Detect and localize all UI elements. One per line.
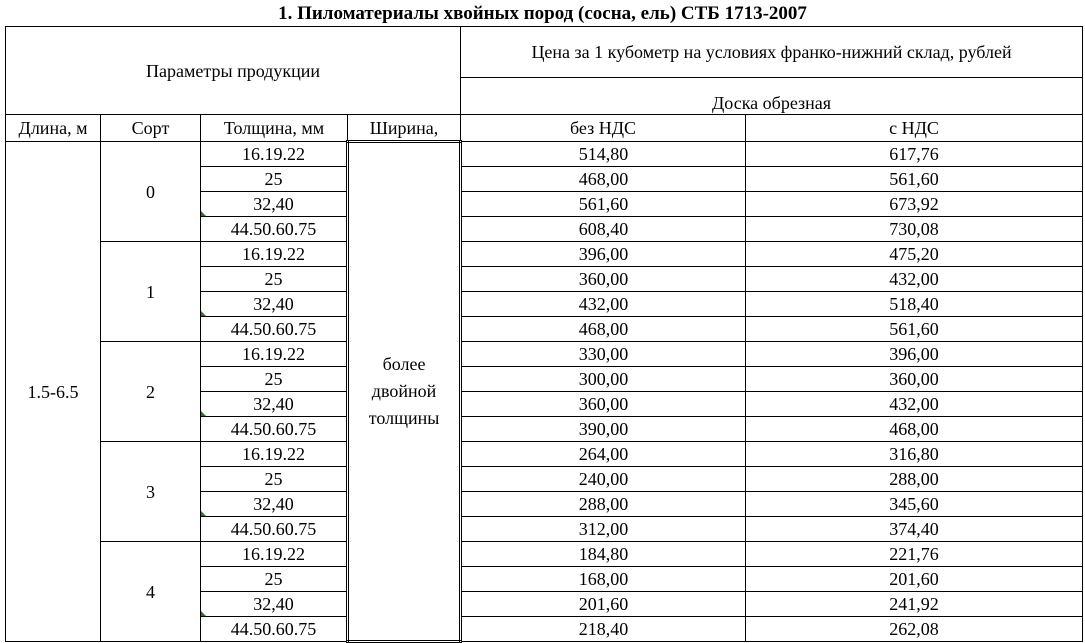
header-col-vat: с НДС	[746, 115, 1083, 142]
table-row	[6, 242, 1083, 267]
header-col-no-vat: без НДС	[461, 115, 746, 142]
price-no-vat: 184,80	[461, 542, 746, 567]
cell-error-marker	[201, 211, 206, 216]
price-no-vat: 468,00	[461, 167, 746, 192]
price-no-vat: 168,00	[461, 567, 746, 592]
width-cell: более двойной толщины	[348, 142, 461, 642]
thickness-cell	[201, 617, 348, 642]
thickness-value: 16.19.22	[242, 344, 305, 364]
thickness-value: 25	[264, 469, 283, 489]
thickness-cell	[201, 367, 348, 392]
price-vat: 360,00	[746, 367, 1083, 392]
thickness-value: 32,40	[253, 394, 294, 414]
price-vat: 262,08	[746, 617, 1083, 642]
price-vat: 288,00	[746, 467, 1083, 492]
document-title: 1. Пиломатериалы хвойных пород (сосна, ель) СТБ 1713-2007	[278, 3, 807, 24]
price-no-vat: 360,00	[461, 267, 746, 292]
grade-cell: 4	[101, 542, 201, 642]
header-row-columns	[6, 115, 1083, 142]
price-vat: 730,08	[746, 217, 1083, 242]
price-vat: 475,20	[746, 242, 1083, 267]
thickness-value: 44.50.60.75	[230, 519, 317, 539]
table-row	[6, 542, 1083, 567]
price-vat: 201,60	[746, 567, 1083, 592]
price-no-vat: 390,00	[461, 417, 746, 442]
price-no-vat: 330,00	[461, 342, 746, 367]
price-no-vat: 312,00	[461, 517, 746, 542]
thickness-cell	[201, 317, 348, 342]
thickness-cell	[201, 542, 348, 567]
price-no-vat: 300,00	[461, 367, 746, 392]
thickness-value: 32,40	[253, 594, 294, 614]
price-vat: 432,00	[746, 392, 1083, 417]
thickness-value: 32,40	[253, 294, 294, 314]
price-no-vat: 468,00	[461, 317, 746, 342]
table-row	[6, 142, 1083, 167]
price-vat: 345,60	[746, 492, 1083, 517]
thickness-cell	[201, 267, 348, 292]
cell-error-marker	[201, 611, 206, 616]
table-row	[6, 442, 1083, 467]
price-no-vat: 240,00	[461, 467, 746, 492]
cell-error-marker	[201, 411, 206, 416]
thickness-value: 44.50.60.75	[230, 419, 317, 439]
thickness-cell	[201, 442, 348, 467]
price-no-vat: 288,00	[461, 492, 746, 517]
price-vat: 396,00	[746, 342, 1083, 367]
price-vat: 561,60	[746, 317, 1083, 342]
price-vat: 673,92	[746, 192, 1083, 217]
price-vat: 617,76	[746, 142, 1083, 167]
thickness-cell	[201, 392, 348, 417]
cell-error-marker	[201, 311, 206, 316]
price-vat: 432,00	[746, 267, 1083, 292]
thickness-cell	[201, 142, 348, 167]
price-vat: 374,40	[746, 517, 1083, 542]
thickness-cell	[201, 417, 348, 442]
thickness-cell	[201, 167, 348, 192]
grade-cell: 1	[101, 242, 201, 342]
thickness-value: 16.19.22	[242, 144, 305, 164]
thickness-cell	[201, 467, 348, 492]
thickness-value: 16.19.22	[242, 444, 305, 464]
thickness-value: 25	[264, 569, 283, 589]
thickness-value: 25	[264, 369, 283, 389]
price-table-body	[6, 27, 1083, 642]
header-product: Доска обрезная	[461, 78, 1083, 115]
price-no-vat: 432,00	[461, 292, 746, 317]
grade-cell: 3	[101, 442, 201, 542]
header-col-grade: Сорт	[101, 115, 201, 142]
price-vat: 561,60	[746, 167, 1083, 192]
thickness-cell	[201, 517, 348, 542]
grade-cell: 0	[101, 142, 201, 242]
price-no-vat: 396,00	[461, 242, 746, 267]
thickness-cell	[201, 242, 348, 267]
price-vat: 316,80	[746, 442, 1083, 467]
thickness-value: 44.50.60.75	[230, 619, 317, 639]
thickness-cell	[201, 567, 348, 592]
thickness-value: 16.19.22	[242, 544, 305, 564]
header-row-top	[6, 27, 1083, 78]
header-col-width: Ширина,	[348, 115, 461, 142]
price-no-vat: 201,60	[461, 592, 746, 617]
price-vat: 221,76	[746, 542, 1083, 567]
thickness-cell	[201, 342, 348, 367]
thickness-cell	[201, 192, 348, 217]
price-no-vat: 218,40	[461, 617, 746, 642]
price-vat: 518,40	[746, 292, 1083, 317]
cell-error-marker	[201, 511, 206, 516]
header-price: Цена за 1 кубометр на условиях франко-нижний склад, рублей	[461, 27, 1083, 78]
thickness-value: 44.50.60.75	[230, 319, 317, 339]
header-params: Параметры продукции	[6, 27, 461, 115]
price-no-vat: 514,80	[461, 142, 746, 167]
header-col-thickness: Толщина, мм	[201, 115, 348, 142]
price-vat: 468,00	[746, 417, 1083, 442]
thickness-value: 44.50.60.75	[230, 219, 317, 239]
price-no-vat: 561,60	[461, 192, 746, 217]
thickness-value: 16.19.22	[242, 244, 305, 264]
price-no-vat: 608,40	[461, 217, 746, 242]
price-table	[5, 26, 1083, 643]
thickness-cell	[201, 492, 348, 517]
price-no-vat: 264,00	[461, 442, 746, 467]
thickness-value: 25	[264, 269, 283, 289]
table-row	[6, 342, 1083, 367]
thickness-cell	[201, 292, 348, 317]
thickness-value: 25	[264, 169, 283, 189]
length-cell: 1.5-6.5	[6, 142, 101, 642]
header-col-length: Длина, м	[6, 115, 101, 142]
grade-cell: 2	[101, 342, 201, 442]
thickness-cell	[201, 217, 348, 242]
thickness-value: 32,40	[253, 194, 294, 214]
thickness-cell	[201, 592, 348, 617]
price-vat: 241,92	[746, 592, 1083, 617]
thickness-value: 32,40	[253, 494, 294, 514]
price-no-vat: 360,00	[461, 392, 746, 417]
